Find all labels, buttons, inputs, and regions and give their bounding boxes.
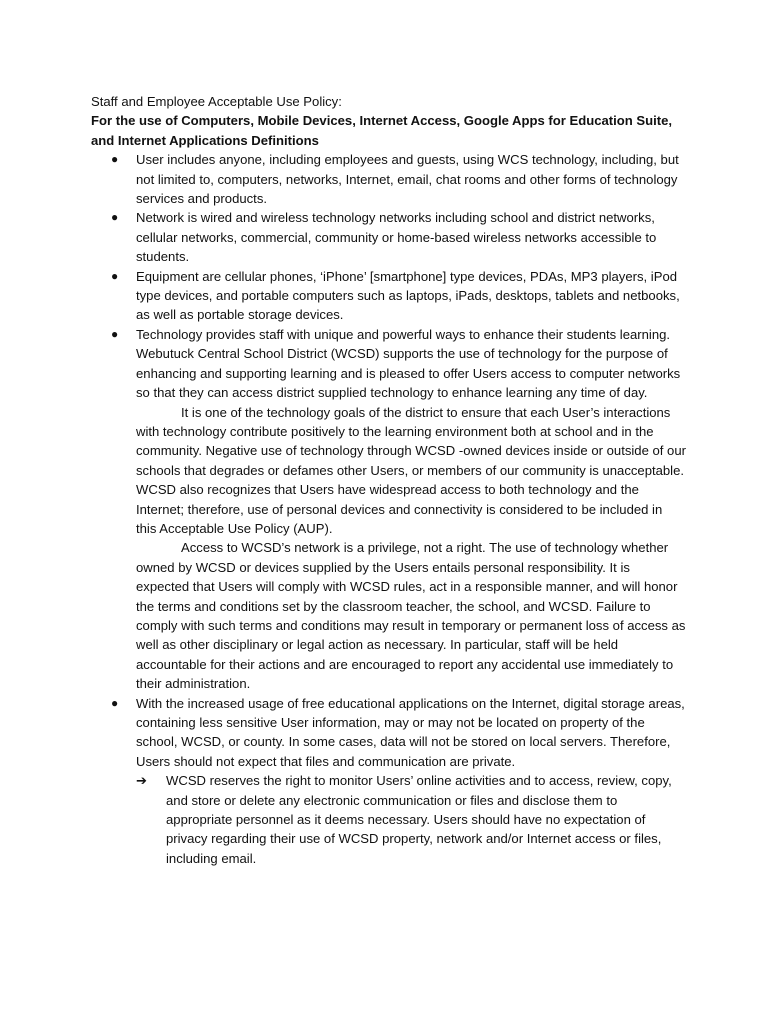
bullet-icon: ● xyxy=(111,695,119,710)
list-item xyxy=(91,325,686,694)
list-item xyxy=(91,150,686,208)
sub-list-item-text: WCSD reserves the right to monitor Users’ online activities and to access, review, copy, and store or delete any electronic communication or files and disclose them to appropriate personnel as it deems necessary. Users should have no expectation of privacy regarding their use of WCSD property, network and/or Internet access or files, including email. xyxy=(166,773,672,866)
document-subtitle: For the use of Computers, Mobile Devices, Internet Access, Google Apps for Education Suite, and Internet Applications Definitions xyxy=(91,113,673,148)
list-item-text: Technology provides staff with unique and powerful ways to enhance their students learning. Webutuck Central School District (WCSD) supports the use of technology for the purpose of enhancing and supporting learning and is pleased to offer Users access to computer networks so that they can access district supplied technology to enhance learning any time of day. xyxy=(136,326,681,401)
list-item xyxy=(91,694,686,869)
bullet-icon: ● xyxy=(111,268,119,283)
sub-list-item xyxy=(136,771,686,868)
document-page xyxy=(91,92,686,868)
definitions-list xyxy=(91,150,686,868)
list-item-text: User includes anyone, including employees and guests, using WCS technology, including, but not limited to, computers, networks, Internet, email, chat rooms and other forms of technology services and products. xyxy=(136,152,679,207)
list-item xyxy=(91,267,686,325)
bullet-icon: ● xyxy=(111,210,119,225)
bullet-icon: ● xyxy=(111,152,119,167)
list-item-text: Network is wired and wireless technology networks including school and district networks, cellular networks, commercial, community or home-based wireless networks accessible to students. xyxy=(136,210,657,265)
arrow-right-icon: ➔ xyxy=(136,773,147,789)
list-item-text: With the increased usage of free educational applications on the Internet, digital storage areas, containing less sensitive User information, may or may not be located on property of the school, WCSD, or county. In some cases, data will not be stored on local servers. Therefore, Users should not expect that files and communication are private. xyxy=(136,695,685,769)
privilege-paragraph: Access to WCSD’s network is a privilege, not a right. The use of technology whether owned by WCSD or devices supplied by the Users entails personal responsibility. It is expected that Users will comply with WCSD rules, act in a responsible manner, and will honor the terms and conditions set by the classroom teacher, the school, and WCSD. Failure to comply with such terms and conditions may result in temporary or permanent loss of access as well as other disciplinary or legal action as necessary. In particular, staff will be held accountable for their actions and are encouraged to report any accidental use immediately to their administration. xyxy=(136,540,686,692)
bullet-icon: ● xyxy=(111,326,119,341)
document-title: Staff and Employee Acceptable Use Policy: xyxy=(91,94,342,109)
list-item xyxy=(91,208,686,266)
sub-list xyxy=(136,771,686,868)
list-item-text: Equipment are cellular phones, ‘iPhone’ [smartphone] type devices, PDAs, MP3 players, iPod type devices, and portable computers such as laptops, iPads, desktops, tablets and netbooks, as well as portable storage devices. xyxy=(136,268,680,323)
goals-paragraph: It is one of the technology goals of the district to ensure that each User’s interactions with technology contribute positively to the learning environment both at school and in the community. Negative use of technology through WCSD -owned devices inside or outside of our schools that degrades or defames other Users, or members of our community is unacceptable. WCSD also recognizes that Users have widespread access to both technology and the Internet; therefore, use of personal devices and connectivity is considered to be included in this Acceptable Use Policy (AUP). xyxy=(136,404,686,536)
